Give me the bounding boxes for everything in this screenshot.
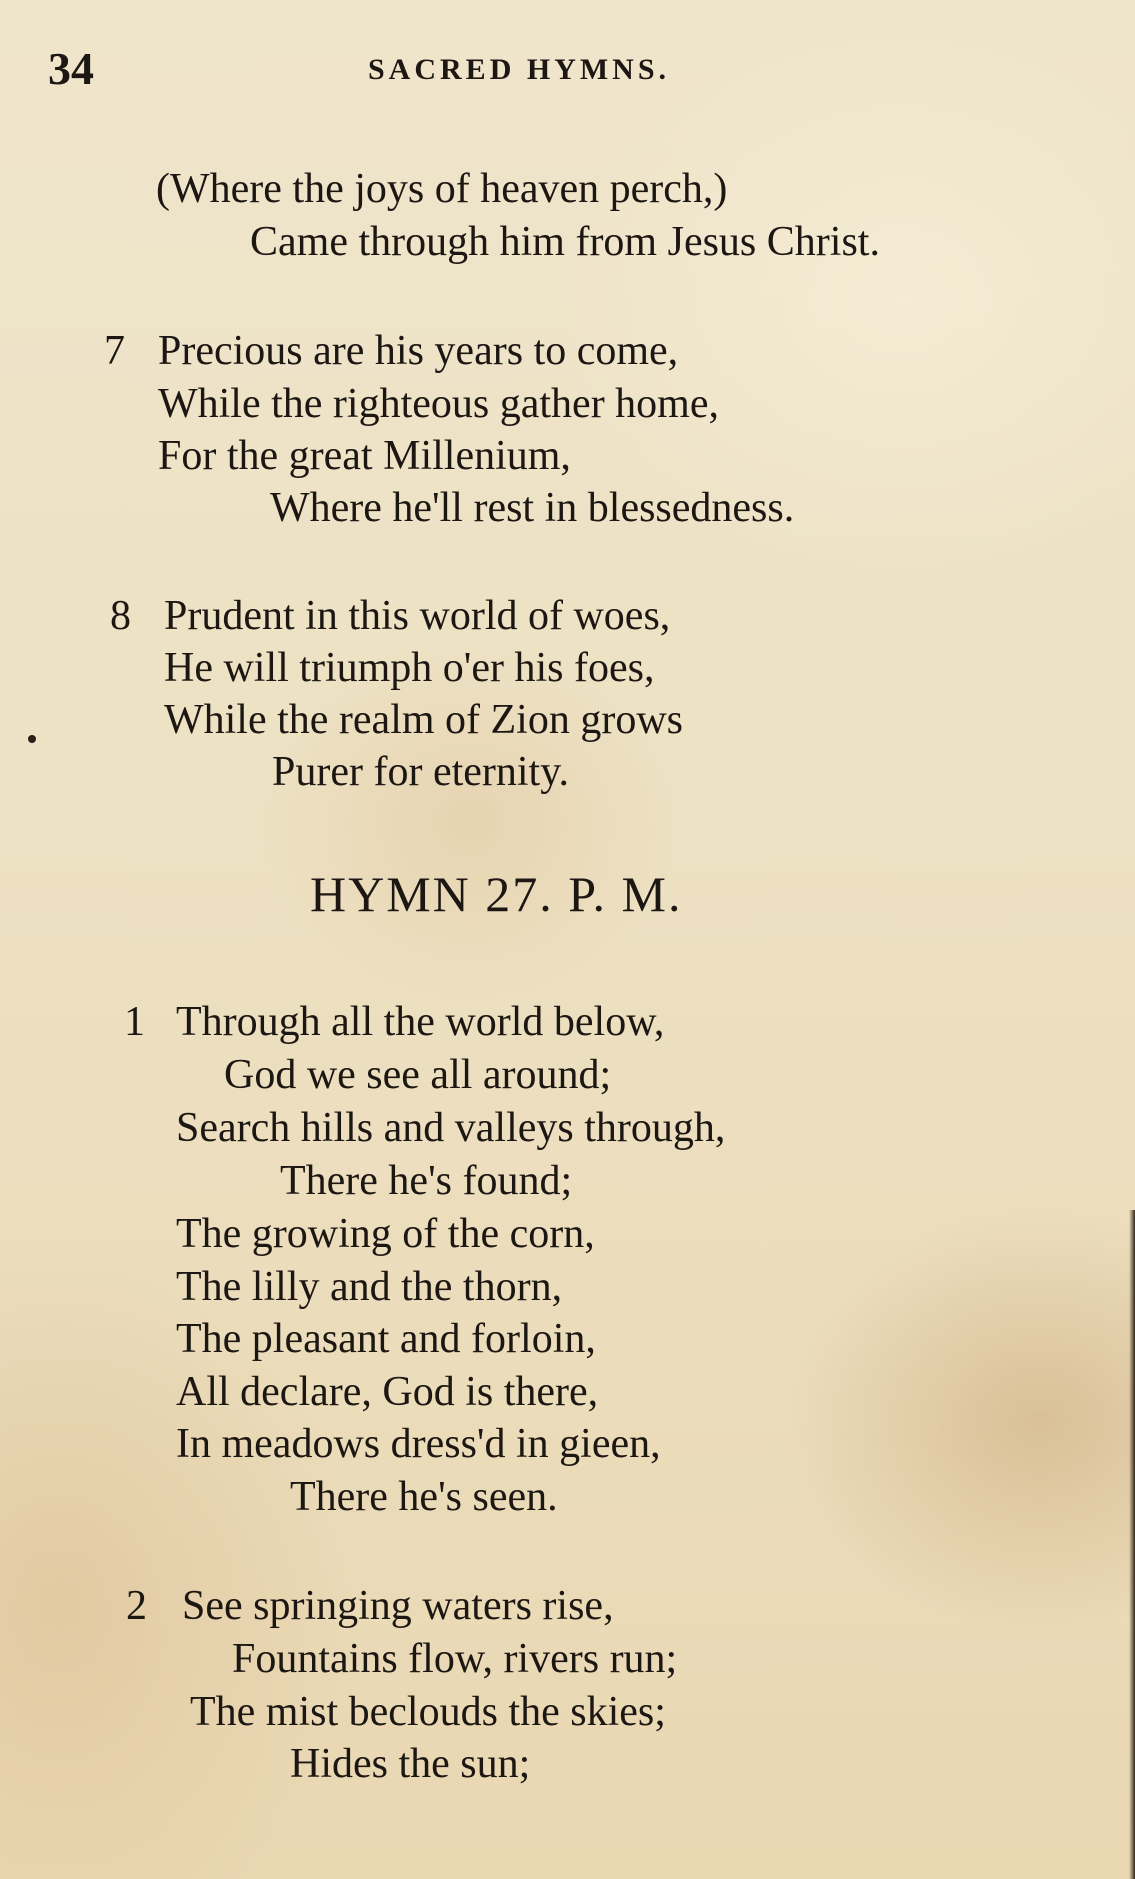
verse-line: For the great Millenium, xyxy=(158,433,571,479)
verse-line: Fountains flow, rivers run; xyxy=(232,1636,678,1682)
verse-line: In meadows dress'd in gieen, xyxy=(176,1421,661,1467)
verse-line: The growing of the corn, xyxy=(176,1211,595,1257)
verse-line: Purer for eternity. xyxy=(272,749,569,795)
verse-number: 2 xyxy=(126,1583,147,1629)
page-header xyxy=(0,44,1135,94)
verse-number: 7 xyxy=(104,328,125,374)
verse-line: God we see all around; xyxy=(224,1052,612,1098)
hymn-title: HYMN 27. P. M. xyxy=(310,866,683,922)
verse-line: See springing waters rise, xyxy=(182,1583,614,1629)
verse-line: Through all the world below, xyxy=(176,999,665,1045)
verse-line: There he's seen. xyxy=(290,1474,558,1520)
verse-line: Prudent in this world of woes, xyxy=(164,593,671,639)
ink-speck xyxy=(28,735,36,743)
verse-line: Hides the sun; xyxy=(290,1741,531,1787)
verse-line: Came through him from Jesus Christ. xyxy=(250,219,880,265)
page-edge-shadow xyxy=(1129,1210,1135,1879)
verse-line: He will triumph o'er his foes, xyxy=(164,645,655,691)
verse-line: Where he'll rest in blessedness. xyxy=(270,485,795,531)
verse-line: The pleasant and forloin, xyxy=(176,1316,596,1362)
verse-line: Search hills and valleys through, xyxy=(176,1105,726,1151)
verse-line: The lilly and the thorn, xyxy=(176,1264,563,1310)
verse-line: There he's found; xyxy=(280,1158,573,1204)
page-number: 34 xyxy=(48,43,94,94)
verse-line: (Where the joys of heaven perch,) xyxy=(156,166,728,212)
verse-number: 1 xyxy=(124,999,145,1045)
running-title: SACRED HYMNS. xyxy=(368,53,671,86)
verse-line: While the realm of Zion grows xyxy=(164,697,684,743)
verse-line: The mist beclouds the skies; xyxy=(190,1689,666,1735)
verse-number: 8 xyxy=(110,593,131,639)
verse-line: All declare, God is there, xyxy=(176,1369,599,1415)
verse-line: While the righteous gather home, xyxy=(158,381,719,427)
verse-line: Precious are his years to come, xyxy=(158,328,679,374)
